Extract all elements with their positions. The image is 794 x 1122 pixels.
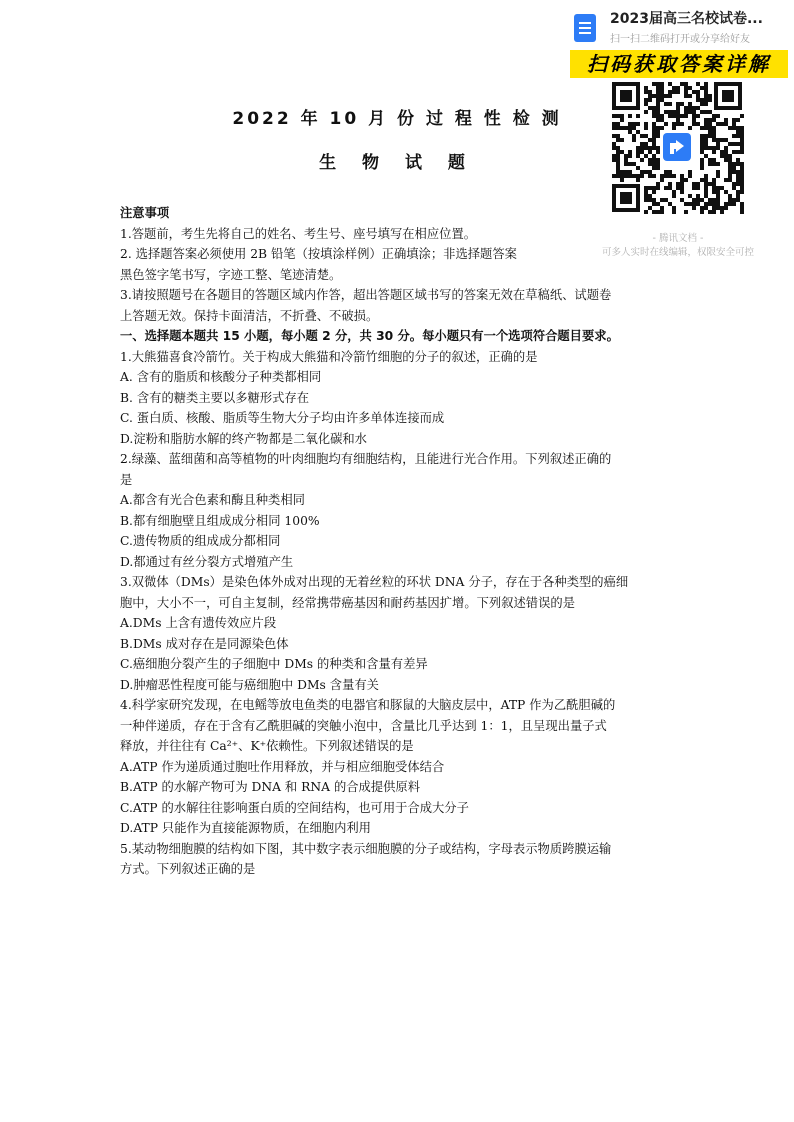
page-subtitle: 生 物 试 题 xyxy=(319,153,475,173)
question-2-option-b: B.都有细胞壁且组成成分相同 100% xyxy=(120,513,320,528)
question-2-option-c: C.遗传物质的组成成分都相同 xyxy=(120,534,281,548)
question-1-option-a: A. 含有的脂质和核酸分子种类都相同 xyxy=(120,370,322,384)
question-3-stem-line1: 3.双微体（DMs）是染色体外成对出现的无着丝粒的环状 DNA 分子，存在于各种类型的癌细 xyxy=(120,575,629,589)
qr-finder-top-right xyxy=(714,82,742,110)
page-title: 2022 年 10 月 份 过 程 性 检 测 xyxy=(232,109,562,129)
notice-item-3-line1: 3.请按照题号在各题目的答题区域内作答，超出答题区域书写的答案无效在草稿纸、试题卷 xyxy=(120,288,612,302)
question-4-option-d: D.ATP 只能作为直接能源物质，在细胞内利用 xyxy=(120,821,371,835)
section-1-heading: 一、选择题本题共 15 小题，每小题 2 分，共 30 分。每小题只有一个选项符合题目要求。 xyxy=(120,329,619,343)
question-3-option-d: D.肿瘤恶性程度可能与癌细胞中 DMs 含量有关 xyxy=(120,677,379,692)
tencent-docs-logo-icon xyxy=(660,130,694,164)
question-1-option-c: C. 蛋白质、核酸、脂质等生物大分子均由许多单体连接而成 xyxy=(120,411,445,425)
question-2-option-d: D.都通过有丝分裂方式增殖产生 xyxy=(120,554,294,569)
question-1-stem: 1.大熊猫喜食冷箭竹。关于构成大熊猫和冷箭竹细胞的分子的叙述，正确的是 xyxy=(120,349,538,364)
tencent-docs-note-line1: - 腾讯文档 - xyxy=(652,233,704,244)
question-3-option-a: A.DMs 上含有遗传效应片段 xyxy=(120,616,277,630)
question-4-option-a: A.ATP 作为递质通过胞吐作用释放，并与相应细胞受体结合 xyxy=(120,759,445,774)
question-4-stem-line3: 释放，并往往有 Ca²⁺、K⁺依赖性。下列叙述错误的是 xyxy=(120,739,414,753)
banner-title[interactable]: 2023届高三名校试卷... xyxy=(610,11,763,27)
question-1-option-d: D.淀粉和脂肪水解的终产物都是二氧化碳和水 xyxy=(120,431,367,446)
question-5-stem-line1: 5.某动物细胞膜的结构如下图，其中数字表示细胞膜的分子或结构，字母表示物质跨膜运输 xyxy=(120,841,612,856)
question-3-option-b: B.DMs 成对存在是同源染色体 xyxy=(120,636,289,651)
notice-item-1: 1.答题前，考生先将自己的姓名、考生号、座号填写在相应位置。 xyxy=(120,226,477,241)
tencent-docs-note-line2: 可多人实时在线编辑，权限安全可控 xyxy=(601,247,754,258)
question-5-stem-line2: 方式。下列叙述正确的是 xyxy=(120,862,256,876)
question-2-stem-line2: 是 xyxy=(120,472,133,487)
question-2-stem-line1: 2.绿藻、蓝细菌和高等植物的叶肉细胞均有细胞结构，且能进行光合作用。下列叙述正确的 xyxy=(120,452,612,466)
notice-item-2-line2: 黑色签字笔书写，字迹工整、笔迹清楚。 xyxy=(120,267,342,282)
qr-code[interactable] xyxy=(610,80,744,214)
scan-cta-banner[interactable]: 扫码获取答案详解 xyxy=(570,50,788,78)
question-3-stem-line2: 胞中，大小不一，可自主复制，经常携带癌基因和耐药基因扩增。下列叙述错误的是 xyxy=(120,595,575,610)
question-2-option-a: A.都含有光合色素和酶且种类相同 xyxy=(120,493,305,507)
question-4-option-c: C.ATP 的水解往往影响蛋白质的空间结构，也可用于合成大分子 xyxy=(120,800,469,815)
document-icon xyxy=(574,14,596,42)
question-4-stem-line2: 一种伴递质，存在于含有乙酰胆碱的突触小泡中，含量比几乎达到 1：1，且呈现出量子式 xyxy=(120,718,607,733)
banner-subtitle: 扫一扫二维码打开或分享给好友 xyxy=(610,34,750,45)
question-4-stem-line1: 4.科学家研究发现，在电鳐等放电鱼类的电器官和豚鼠的大脑皮层中，ATP 作为乙酰胆碱的 xyxy=(120,698,616,712)
question-4-option-b: B.ATP 的水解产物可为 DNA 和 RNA 的合成提供原料 xyxy=(120,780,421,794)
exam-body xyxy=(120,203,680,880)
question-1-option-b: B. 含有的糖类主要以多糖形式存在 xyxy=(120,390,310,405)
qr-finder-top-left xyxy=(612,82,640,110)
notice-item-3-line2: 上答题无效。保持卡面清洁，不折叠、不破损。 xyxy=(120,308,379,323)
qr-banner[interactable] xyxy=(566,6,790,226)
notice-item-2-line1: 2. 选择题答案必须使用 2B 铅笔（按填涂样例）正确填涂；非选择题答案 xyxy=(120,247,517,261)
notice-heading: 注意事项 xyxy=(120,206,170,220)
question-3-option-c: C.癌细胞分裂产生的子细胞中 DMs 的种类和含量有差异 xyxy=(120,657,428,671)
